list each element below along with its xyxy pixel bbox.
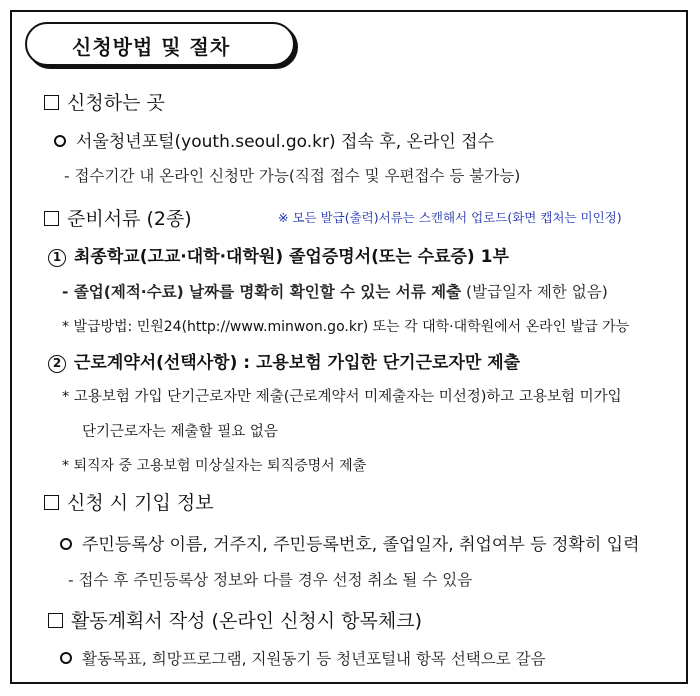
apply-place-note: - 접수기간 내 온라인 신청만 가능(직접 접수 및 우편접수 등 불가능) — [64, 167, 521, 185]
checkbox-square-icon — [48, 613, 63, 628]
circle-bullet-icon — [54, 135, 66, 147]
number-badge-2: 2 — [48, 355, 66, 373]
page-title: 신청방법 및 절차 — [72, 35, 231, 59]
document-item-2-retired-note: * 퇴직자 중 고용보험 미상실자는 퇴직증명서 제출 — [62, 458, 367, 474]
circle-bullet-icon — [60, 538, 72, 550]
section-heading-activity-plan: 활동계획서 작성 (온라인 신청시 항목체크) — [48, 606, 422, 633]
checkbox-square-icon — [44, 495, 59, 510]
document-item-2-note: * 고용보험 가입 단기근로자만 제출(근로계약서 미제출자는 미선정)하고 고용보험 미가입 — [62, 389, 622, 405]
document-item-1-method: * 발급방법: 민원24(http://www.minwon.go.kr) 또는 각 대학·대학원에서 온라인 발급 가능 — [62, 319, 630, 335]
activity-plan-line: 활동목표, 희망프로그램, 지원동기 등 청년포털내 항목 선택으로 갈음 — [60, 647, 546, 669]
documents-scan-note: ※ 모든 발급(출력)서류는 스캔해서 업로드(화면 캡처는 미인정) — [278, 210, 622, 225]
apply-place-line: 서울청년포털(youth.seoul.go.kr) 접속 후, 온라인 접수 — [54, 127, 494, 152]
section-heading-apply-place: 신청하는 곳 — [44, 88, 165, 115]
checkbox-square-icon — [44, 95, 59, 110]
document-item-1-detail: - 졸업(제적·수료) 날짜를 명확히 확인할 수 있는 서류 제출 (발급일자 제한 없음) — [62, 283, 608, 301]
document-item-2-note-cont: 단기근로자는 제출할 필요 없음 — [82, 424, 278, 440]
input-info-line: 주민등록상 이름, 거주지, 주민등록번호, 졸업일자, 취업여부 등 정확히 입력 — [60, 530, 640, 555]
section-heading-documents: 준비서류 (2종) — [44, 204, 192, 231]
circle-bullet-icon — [60, 652, 72, 664]
document-item-2: 2 근로계약서(선택사항) : 고용보험 가입한 단기근로자만 제출 — [48, 348, 520, 373]
input-info-note: - 접수 후 주민등록상 정보와 다를 경우 선정 취소 될 수 있음 — [68, 571, 473, 589]
checkbox-square-icon — [44, 211, 59, 226]
section-heading-input-info: 신청 시 기입 정보 — [44, 488, 214, 515]
document-item-1: 1 최종학교(고교·대학·대학원) 졸업증명서(또는 수료증) 1부 — [48, 242, 509, 267]
number-badge-1: 1 — [48, 249, 66, 267]
